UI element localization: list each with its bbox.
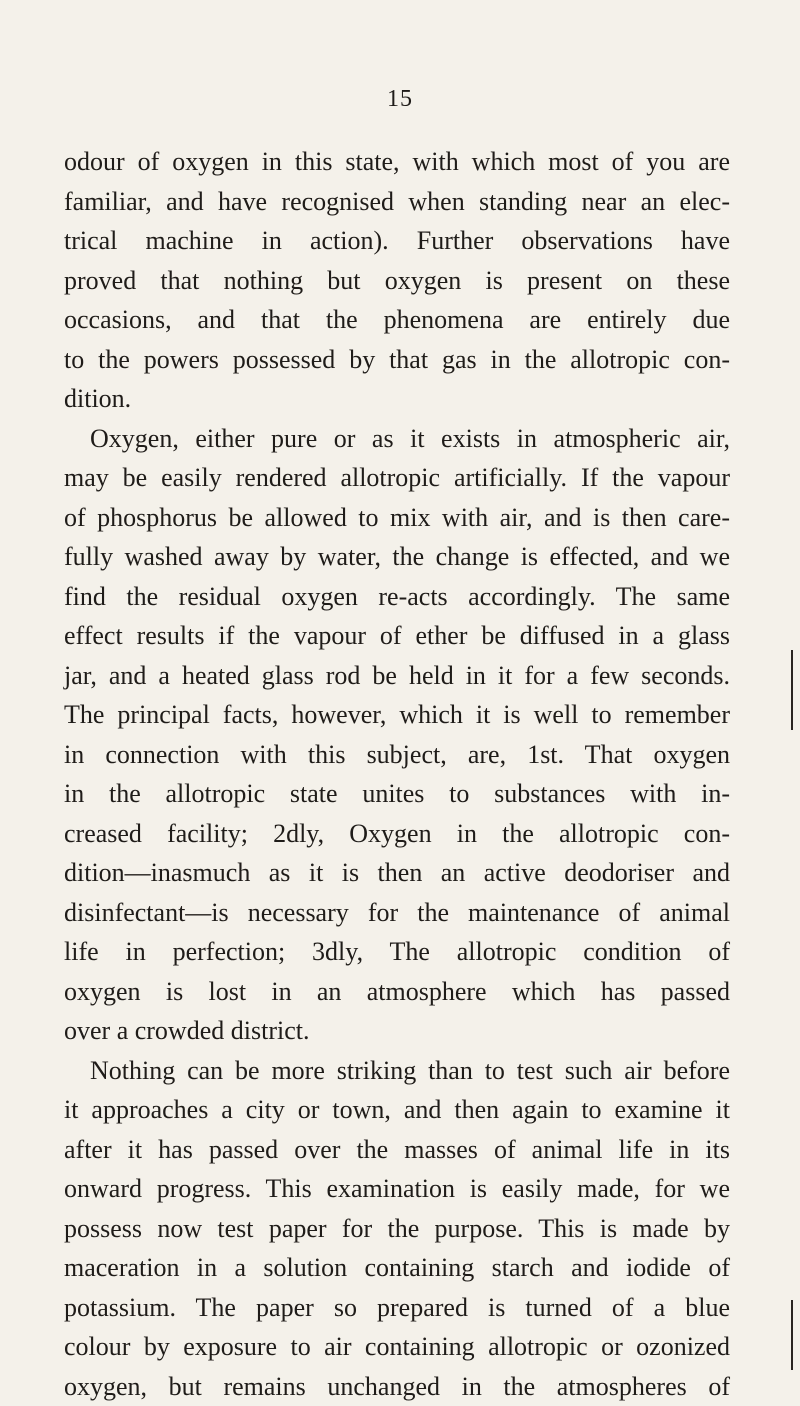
text-line: it approaches a city or town, and then again to examine it	[64, 1090, 730, 1130]
text-line: proved that nothing but oxygen is present on these	[64, 261, 730, 301]
text-line: fully washed away by water, the change is effected, and we	[64, 537, 730, 577]
text-line: The principal facts, however, which it is well to remember	[64, 695, 730, 735]
text-line: disinfectant—is necessary for the maintenance of animal	[64, 893, 730, 933]
text-line: dition—inasmuch as it is then an active deodoriser and	[64, 853, 730, 893]
text-line: possess now test paper for the purpose. This is made by	[64, 1209, 730, 1249]
text-line: to the powers possessed by that gas in the allotropic con-	[64, 340, 730, 380]
text-line: jar, and a heated glass rod be held in it for a few seconds.	[64, 656, 730, 696]
text-line: odour of oxygen in this state, with which most of you are	[64, 142, 730, 182]
text-line: in the allotropic state unites to substances with in-	[64, 774, 730, 814]
text-line: find the residual oxygen re-acts accordingly. The same	[64, 577, 730, 617]
body-text	[64, 142, 730, 1406]
text-line: in connection with this subject, are, 1st. That oxygen	[64, 735, 730, 775]
text-line: Nothing can be more striking than to test such air before	[64, 1051, 730, 1091]
text-line: dition.	[64, 379, 730, 419]
text-line: after it has passed over the masses of animal life in its	[64, 1130, 730, 1170]
text-line: creased facility; 2dly, Oxygen in the allotropic con-	[64, 814, 730, 854]
text-line: trical machine in action). Further observations have	[64, 221, 730, 261]
text-line: potassium. The paper so prepared is turned of a blue	[64, 1288, 730, 1328]
text-line: familiar, and have recognised when standing near an elec-	[64, 182, 730, 222]
text-line: may be easily rendered allotropic artificially. If the vapour	[64, 458, 730, 498]
text-line: over a crowded district.	[64, 1011, 730, 1051]
text-line: maceration in a solution containing starch and iodide of	[64, 1248, 730, 1288]
text-line: life in perfection; 3dly, The allotropic condition of	[64, 932, 730, 972]
text-line: colour by exposure to air containing allotropic or ozonized	[64, 1327, 730, 1367]
text-line: effect results if the vapour of ether be diffused in a glass	[64, 616, 730, 656]
text-line: of phosphorus be allowed to mix with air, and is then care-	[64, 498, 730, 538]
text-line: occasions, and that the phenomena are entirely due	[64, 300, 730, 340]
page-edge-mark	[791, 1300, 793, 1370]
text-line: onward progress. This examination is easily made, for we	[64, 1169, 730, 1209]
text-line: oxygen, but remains unchanged in the atmospheres of	[64, 1367, 730, 1406]
page-number: 15	[0, 86, 800, 113]
text-line: oxygen is lost in an atmosphere which has passed	[64, 972, 730, 1012]
text-line: Oxygen, either pure or as it exists in atmospheric air,	[64, 419, 730, 459]
page-edge-mark	[791, 650, 793, 730]
